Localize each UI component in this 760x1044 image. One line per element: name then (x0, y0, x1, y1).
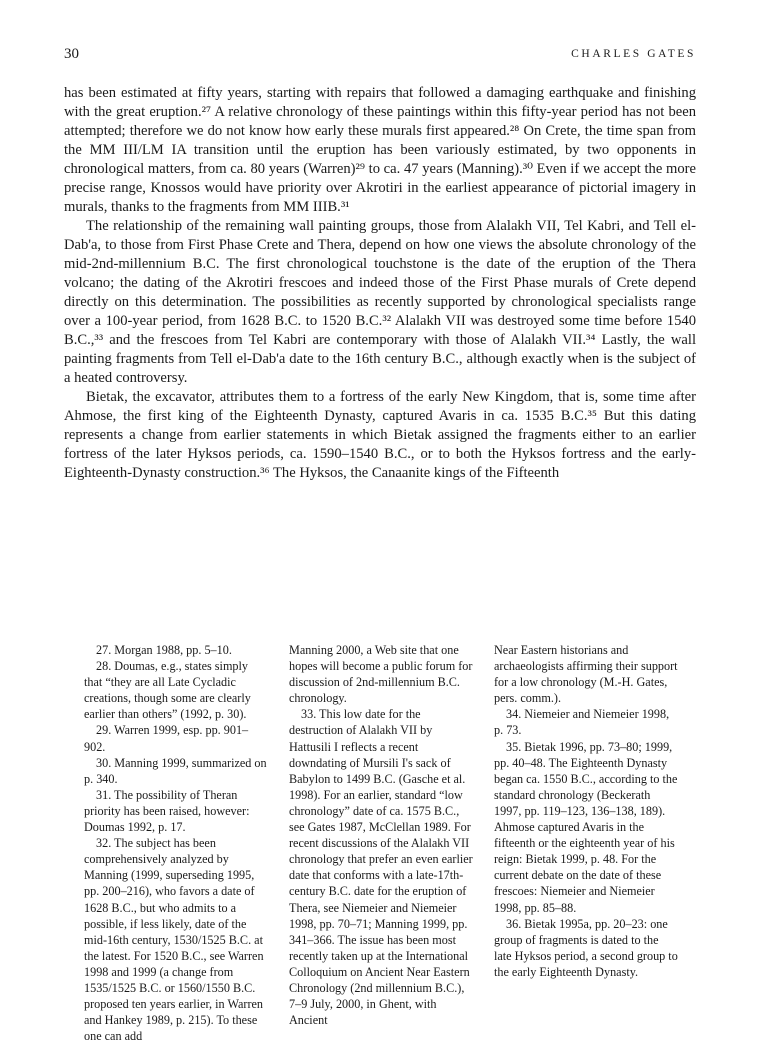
footnote-column-1 (84, 642, 269, 1044)
paragraph-2: The relationship of the remaining wall painting groups, those from Alalakh VII, Tel Kabri, and Tell el-Dab'a, to those from First Phase Crete and Thera, depend on how one views the absolute chronology of the mid-2nd-millennium B.C. The first chronological touchstone is the date of the eruption of the Thera volcano; the dating of the Akrotiri frescoes and indeed those of the First Phase murals of Crete depend directly on this determination. The possibilities as recently supported by chronological specialists range over a 100-year period, from 1628 B.C. to 1520 B.C.³² Alalakh VII was destroyed some time before 1540 B.C.,³³ and the frescoes from Tel Kabri are contemporary with those of Alalakh VII.³⁴ Lastly, the wall painting fragments from Tell el-Dab'a date to the 16th century B.C., although exactly when is the subject of a heated controversy. (64, 218, 696, 386)
footnote-34: 34. Niemeier and Niemeier 1998, p. 73. (494, 707, 670, 738)
footnote-31: 31. The possibility of Theran priority has been raised, however: Doumas 1992, p. 17. (84, 787, 250, 835)
paragraph-3: Bietak, the excavator, attributes them to a fortress of the early New Kingdom, that is, some time after Ahmose, the first king of the Eighteenth Dynasty, captured Avaris in ca. 1535 B.C.³⁵ But this dating represents a change from earlier statements in which Bietak assigned the fragments either to an earlier fortress of the later Hyksos periods, ca. 1590–1540 B.C., or to both the Hyksos fortress and the early-Eighteenth-Dynasty construction.³⁶ The Hyksos, the Canaanite kings of the Fifteenth (64, 389, 696, 481)
page-number: 30 (64, 46, 79, 62)
footnote-36: 36. Bietak 1995a, pp. 20–23: one group of fragments is dated to the late Hyksos period, a second group to the early Eighteenth Dynasty. (494, 916, 678, 979)
body-text (64, 84, 696, 483)
paragraph-1: has been estimated at fifty years, starting with repairs that followed a damaging earthquake and finishing with the great eruption.²⁷ A relative chronology of these paintings within this fifty-year period has not been attempted; therefore we do not know how early these murals first appeared.²⁸ On Crete, the time span from the MM III/LM IA transition until the eruption has been variously estimated, by two opponents in chronological matters, from ca. 80 years (Warren)²⁹ to ca. 47 years (Manning).³⁰ Even if we accept the more precise range, Knossos would have priority over Akrotiri in the earliest appearance of pictorial imagery in murals, thanks to the fragments from MM IIIB.³¹ (64, 85, 696, 215)
page-header (64, 46, 696, 68)
footnote-33: 33. This low date for the destruction of Alalakh VII by Hattusili I reflects a recent downdating of Mursili I's sack of Babylon to 1499 B.C. (Gasche et al. 1998). For an earlier, standard “low chronology” date of ca. 1575 B.C., see Gates 1987, McClellan 1989. For recent discussions of the Alalakh VII chronology that prefer an even earlier date that conforms with a late-17th-century B.C. date for the eruption of Thera, see Niemeier and Niemeier 1998, pp. 70–71; Manning 1999, pp. 341–366. The issue has been most recently taken up at the International Colloquium on Ancient Near Eastern Chronology (2nd millennium B.C.), 7–9 July, 2000, in Ghent, with Ancient (289, 707, 473, 1028)
footnote-column-2 (289, 642, 474, 1044)
footnote-29: 29. Warren 1999, esp. pp. 901–902. (84, 723, 249, 754)
footnote-27: 27. Morgan 1988, pp. 5–10. (96, 643, 232, 657)
footnote-column-3 (494, 642, 679, 1044)
footnote-33-continued: Near Eastern historians and archaeologists affirming their support for a low chronology (M.-H. Gates, pers. comm.). (494, 643, 678, 706)
footnote-30: 30. Manning 1999, summarized on p. 340. (84, 755, 267, 786)
running-head: CHARLES GATES (571, 48, 696, 60)
footnote-32: 32. The subject has been comprehensively analyzed by Manning (1999, superseding 1995, pp. 200–216), who favors a date of 1628 B.C., but who admits to a possible, if less likely, date of the mid-16th century, 1530/1525 B.C. at the latest. For 1520 B.C., see Warren 1998 and 1999 (a change from 1535/1525 B.C. or 1560/1550 B.C. proposed ten years earlier, in Warren and Hankey 1989, p. 215). To these one can add (84, 836, 264, 1044)
footnote-35: 35. Bietak 1996, pp. 73–80; 1999, pp. 40–48. The Eighteenth Dynasty began ca. 1550 B.C., according to the standard chronology (Beckerath 1997, pp. 119–123, 136–138, 189). Ahmose captured Avaris in the fifteenth or the eighteenth year of his reign: Bietak 1999, p. 48. For the current debate on the date of these frescoes: Niemeier and Niemeier 1998, pp. 85–88. (494, 739, 678, 915)
footnote-28: 28. Doumas, e.g., states simply that “they are all Late Cycladic creations, though some are clearly earlier than others” (1992, p. 30). (84, 659, 251, 722)
footnotes (84, 642, 696, 1044)
footnote-32-continued: Manning 2000, a Web site that one hopes will become a public forum for discussion of 2nd-millennium B.C. chronology. (289, 643, 473, 706)
